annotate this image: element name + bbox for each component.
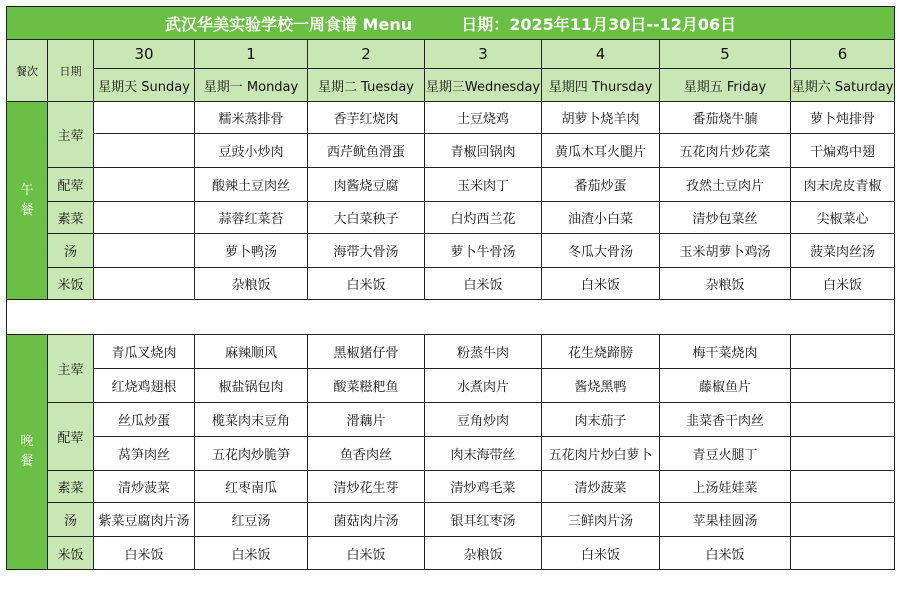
menu-sheet — [6, 6, 894, 570]
dish-cell: 豆角炒肉 — [425, 403, 542, 437]
dish-cell: 白米饭 — [195, 537, 308, 570]
category-label: 主荤 — [48, 102, 94, 168]
dish-cell: 蒜蓉红菜苔 — [195, 202, 308, 234]
dish-cell: 油渣小白菜 — [542, 202, 660, 234]
dinner-row — [7, 537, 895, 570]
dish-cell: 土豆烧鸡 — [425, 102, 542, 134]
day-weekday: 星期三Wednesday — [425, 69, 542, 102]
dish-cell: 上汤娃娃菜 — [660, 471, 791, 503]
category-label: 配荤 — [48, 403, 94, 471]
dish-cell — [791, 537, 895, 570]
dinner-row — [7, 503, 895, 537]
dish-cell: 清炒鸡毛菜 — [425, 471, 542, 503]
separator-row — [7, 300, 895, 335]
dish-cell: 花生烧蹄膀 — [542, 335, 660, 369]
category-label: 素菜 — [48, 471, 94, 503]
lunch-row — [7, 168, 895, 202]
day-weekday: 星期二 Tuesday — [308, 69, 425, 102]
dish-cell: 杂粮饭 — [425, 537, 542, 570]
day-number: 5 — [660, 40, 791, 69]
dish-cell: 西芹鱿鱼滑蛋 — [308, 134, 425, 168]
day-number: 30 — [94, 40, 195, 69]
day-weekday: 星期六 Saturday — [791, 69, 895, 102]
dinner-row — [7, 403, 895, 437]
dish-cell: 红烧鸡翅根 — [94, 369, 195, 403]
dish-cell: 麻辣顺风 — [195, 335, 308, 369]
dish-cell: 糯米蒸排骨 — [195, 102, 308, 134]
day-weekday: 星期一 Monday — [195, 69, 308, 102]
dish-cell: 白米饭 — [542, 268, 660, 300]
dish-cell: 清炒菠菜 — [542, 471, 660, 503]
dish-cell: 肉酱烧豆腐 — [308, 168, 425, 202]
dish-cell — [791, 437, 895, 471]
dinner-row — [7, 335, 895, 369]
day-number: 6 — [791, 40, 895, 69]
dish-cell: 干煸鸡中翅 — [791, 134, 895, 168]
dish-cell: 银耳红枣汤 — [425, 503, 542, 537]
dish-cell: 黑椒猪仔骨 — [308, 335, 425, 369]
dish-cell: 白灼西兰花 — [425, 202, 542, 234]
separator-cell — [7, 300, 895, 335]
dish-cell: 粉蒸牛肉 — [425, 335, 542, 369]
dish-cell: 榄菜肉末豆角 — [195, 403, 308, 437]
category-label: 米饭 — [48, 268, 94, 300]
dish-cell: 酸辣土豆肉丝 — [195, 168, 308, 202]
dish-cell: 白米饭 — [542, 537, 660, 570]
category-label: 主荤 — [48, 335, 94, 403]
dish-cell — [791, 369, 895, 403]
dish-cell: 紫菜豆腐肉片汤 — [94, 503, 195, 537]
category-label: 汤 — [48, 503, 94, 537]
dish-cell — [94, 202, 195, 234]
dish-cell: 白米饭 — [308, 268, 425, 300]
dish-cell: 滑藕片 — [308, 403, 425, 437]
category-label: 配荤 — [48, 168, 94, 202]
meal-column-header: 餐次 — [7, 40, 48, 102]
category-label: 素菜 — [48, 202, 94, 234]
dish-cell: 红枣南瓜 — [195, 471, 308, 503]
dish-cell — [94, 234, 195, 268]
dish-cell: 白米饭 — [94, 537, 195, 570]
dish-cell: 孜然土豆肉片 — [660, 168, 791, 202]
dish-cell: 杂粮饭 — [660, 268, 791, 300]
dish-cell: 白米饭 — [308, 537, 425, 570]
dish-cell: 丝瓜炒蛋 — [94, 403, 195, 437]
dish-cell: 椒盐锅包肉 — [195, 369, 308, 403]
dinner-row — [7, 437, 895, 471]
dinner-label-char: 晚 — [20, 434, 34, 449]
dinner-row — [7, 369, 895, 403]
dish-cell: 水煮肉片 — [425, 369, 542, 403]
dish-cell — [94, 268, 195, 300]
lunch-label-char: 餐 — [20, 202, 34, 218]
dish-cell: 萝卜鸭汤 — [195, 234, 308, 268]
dish-cell: 青豆火腿丁 — [660, 437, 791, 471]
dish-cell: 香芋红烧肉 — [308, 102, 425, 134]
day-number: 3 — [425, 40, 542, 69]
dish-cell: 尖椒菜心 — [791, 202, 895, 234]
dish-cell: 酸菜糍粑鱼 — [308, 369, 425, 403]
dish-cell: 五花肉片炒花菜 — [660, 134, 791, 168]
dish-cell: 肉末海带丝 — [425, 437, 542, 471]
dish-cell: 杂粮饭 — [195, 268, 308, 300]
lunch-row — [7, 234, 895, 268]
dish-cell: 番茄炒蛋 — [542, 168, 660, 202]
dish-cell: 青椒回锅肉 — [425, 134, 542, 168]
dish-cell: 三鲜肉片汤 — [542, 503, 660, 537]
dish-cell: 菌菇肉片汤 — [308, 503, 425, 537]
weekly-menu-table — [6, 6, 895, 570]
dish-cell: 红豆汤 — [195, 503, 308, 537]
dish-cell: 萝卜炖排骨 — [791, 102, 895, 134]
dish-cell — [94, 102, 195, 134]
lunch-row — [7, 202, 895, 234]
dish-cell — [94, 134, 195, 168]
lunch-row — [7, 268, 895, 300]
dinner-row — [7, 471, 895, 503]
dish-cell: 海带大骨汤 — [308, 234, 425, 268]
dish-cell — [94, 168, 195, 202]
dish-cell — [791, 403, 895, 437]
dish-cell: 清炒菠菜 — [94, 471, 195, 503]
dish-cell — [791, 471, 895, 503]
dish-cell: 五花肉炒脆笋 — [195, 437, 308, 471]
dish-cell — [791, 503, 895, 537]
dish-cell: 白米饭 — [791, 268, 895, 300]
day-weekday: 星期四 Thursday — [542, 69, 660, 102]
day-number: 2 — [308, 40, 425, 69]
dish-cell: 萝卜牛骨汤 — [425, 234, 542, 268]
dish-cell: 肉末虎皮青椒 — [791, 168, 895, 202]
dish-cell: 豆豉小炒肉 — [195, 134, 308, 168]
date-range: 日期：2025年11月30日--12月06日 — [461, 14, 737, 34]
lunch-row — [7, 102, 895, 134]
dish-cell: 肉末茄子 — [542, 403, 660, 437]
dish-cell: 五花肉片炒白萝卜 — [542, 437, 660, 471]
dish-cell: 白米饭 — [660, 537, 791, 570]
dish-cell: 番茄烧牛腩 — [660, 102, 791, 134]
day-number: 4 — [542, 40, 660, 69]
day-weekday: 星期天 Sunday — [94, 69, 195, 102]
lunch-meal-label — [7, 102, 48, 300]
dish-cell: 白米饭 — [425, 268, 542, 300]
day-number: 1 — [195, 40, 308, 69]
dish-cell: 苹果桂圆汤 — [660, 503, 791, 537]
dish-cell: 藤椒鱼片 — [660, 369, 791, 403]
dish-cell: 梅干菜烧肉 — [660, 335, 791, 369]
dish-cell — [791, 335, 895, 369]
dish-cell: 韭菜香干肉丝 — [660, 403, 791, 437]
dish-cell: 玉米胡萝卜鸡汤 — [660, 234, 791, 268]
dish-cell: 冬瓜大骨汤 — [542, 234, 660, 268]
dish-cell: 青瓜叉烧肉 — [94, 335, 195, 369]
lunch-row — [7, 134, 895, 168]
dish-cell: 菠菜肉丝汤 — [791, 234, 895, 268]
dish-cell: 黄瓜木耳火腿片 — [542, 134, 660, 168]
dish-cell: 莴笋肉丝 — [94, 437, 195, 471]
dish-cell: 鱼香肉丝 — [308, 437, 425, 471]
dish-cell: 清炒包菜丝 — [660, 202, 791, 234]
menu-title: 武汉华美实验学校一周食谱 Menu — [164, 14, 413, 34]
dish-cell: 酱烧黑鸭 — [542, 369, 660, 403]
title-bar — [7, 7, 895, 40]
day-weekday: 星期五 Friday — [660, 69, 791, 102]
dish-cell: 玉米肉丁 — [425, 168, 542, 202]
date-column-header: 日期 — [48, 40, 94, 102]
dish-cell: 清炒花生芽 — [308, 471, 425, 503]
category-label: 米饭 — [48, 537, 94, 570]
dish-cell: 胡萝卜烧羊肉 — [542, 102, 660, 134]
category-label: 汤 — [48, 234, 94, 268]
dinner-label-char: 餐 — [20, 454, 34, 469]
lunch-label-char: 午 — [20, 182, 34, 198]
dish-cell: 大白菜秧子 — [308, 202, 425, 234]
dinner-meal-label — [7, 335, 48, 570]
